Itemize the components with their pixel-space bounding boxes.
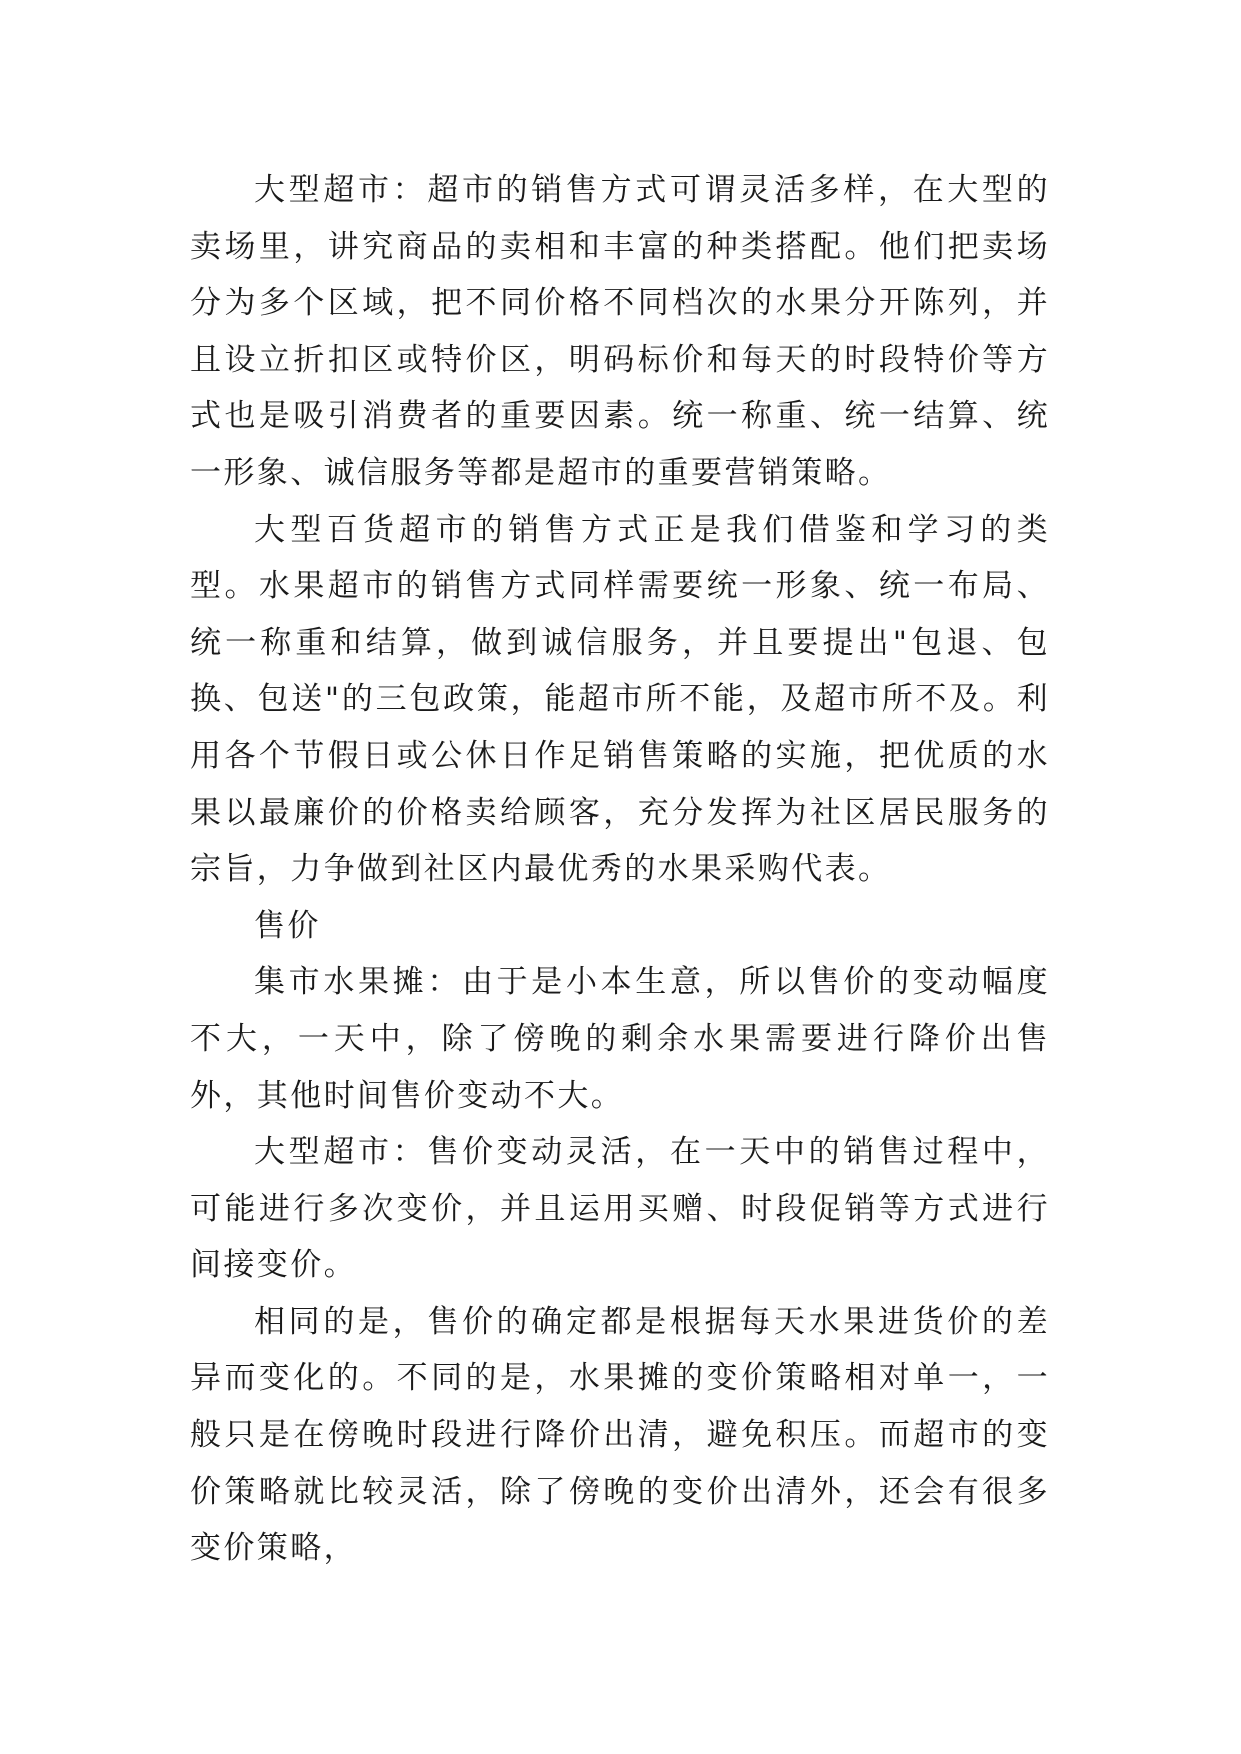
section-heading-price: 售价 [254,907,321,944]
paragraph-supermarket-sales: 大型超市：超市的销售方式可谓灵活多样，在大型的卖场里，讲究商品的卖相和丰富的种类搭配。他们把卖场分为多个区域，把不同价格不同档次的水果分开陈列，并且设立折扣区或特价区，明码标价和每天的时段特价等方式也是吸引消费者的重要因素。统一称重、统一结算、统一形象、诚信服务等都是超市的重要营销策略。 [190,172,1050,491]
document-body [190,162,1050,1577]
paragraph-market-stall-price: 集市水果摊：由于是小本生意，所以售价的变动幅度不大，一天中，除了傍晚的剩余水果需要进行降价出售外，其他时间售价变动不大。 [190,964,1050,1114]
paragraph-supermarket-price: 大型超市：售价变动灵活，在一天中的销售过程中，可能进行多次变价，并且运用买赠、时段促销等方式进行间接变价。 [190,1134,1050,1284]
paragraph-price-comparison: 相同的是，售价的确定都是根据每天水果进货价的差异而变化的。不同的是，水果摊的变价策略相对单一，一般只是在傍晚时段进行降价出清，避免积压。而超市的变价策略就比较灵活，除了傍晚的变价出清外，还会有很多变价策略， [190,1303,1050,1567]
paragraph-department-store-sales: 大型百货超市的销售方式正是我们借鉴和学习的类型。水果超市的销售方式同样需要统一形象、统一布局、统一称重和结算，做到诚信服务，并且要提出"包退、包换、包送"的三包政策，能超市所不能，及超市所不及。利用各个节假日或公休日作足销售策略的实施，把优质的水果以最廉价的价格卖给顾客，充分发挥为社区居民服务的宗旨，力争做到社区内最优秀的水果采购代表。 [190,511,1050,888]
